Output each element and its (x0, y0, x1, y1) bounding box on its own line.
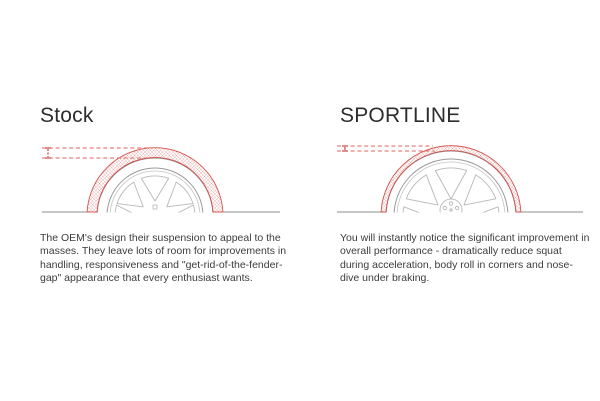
sportline-wheel-diagram (337, 138, 597, 218)
stock-wheel-diagram (40, 138, 300, 218)
gap-guide-lines (337, 146, 435, 151)
hub-with-lugs (440, 199, 462, 218)
hub-cap (153, 205, 157, 209)
stock-description: The OEM's design their suspension to appeal to the masses. They leave lots of room for improvements in handling, responsiveness and "get-rid-of-the-fender-gap" appearance that every enthusiast wants. (40, 232, 287, 285)
sportline-title: SPORTLINE (340, 104, 461, 127)
gap-measurement-indicator (342, 146, 348, 151)
gap-measurement-indicator (45, 148, 51, 158)
stock-title: Stock (40, 104, 94, 127)
sportline-description: You will instantly notice the significant improvement in overall performance - dramatically reduce squat during acceleration, body roll in corners and nose-dive under braking. (340, 232, 590, 285)
sportline-wheel (386, 151, 516, 218)
